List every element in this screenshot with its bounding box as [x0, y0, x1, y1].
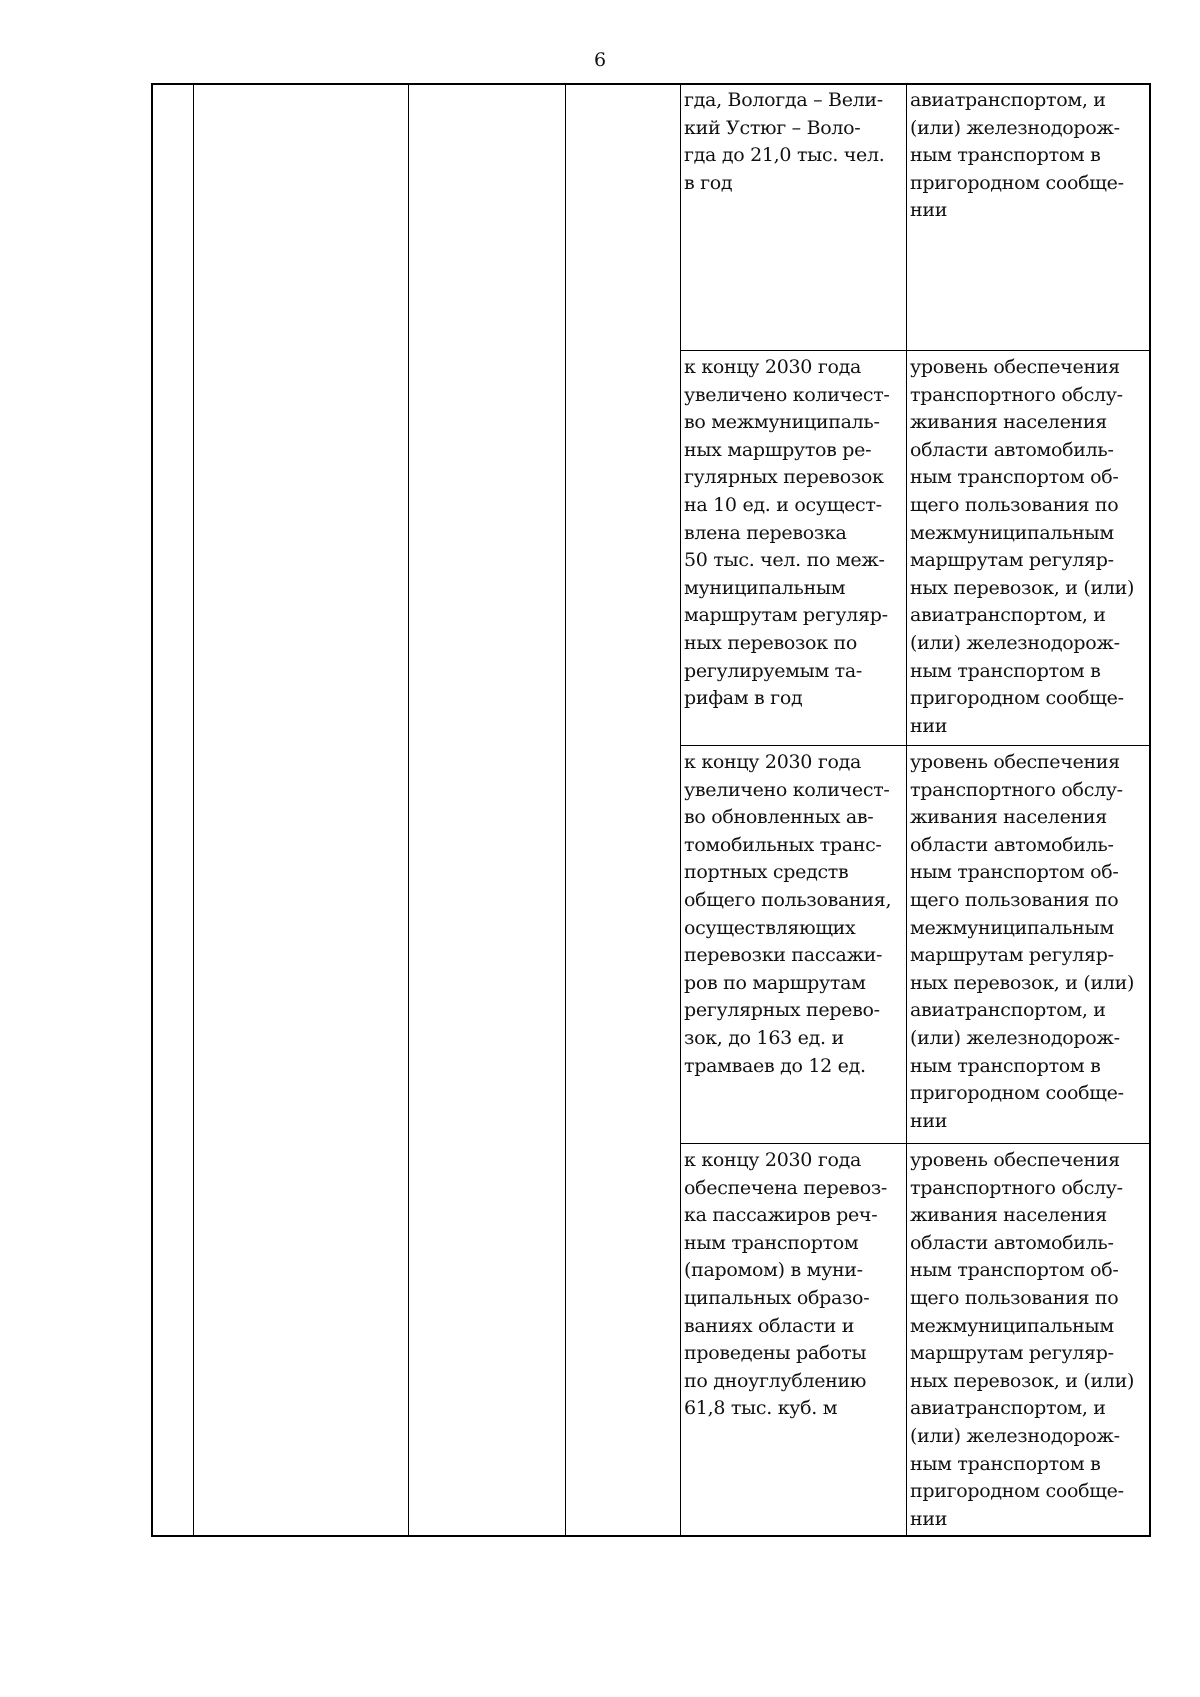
row-divider — [680, 350, 1149, 351]
row-divider — [680, 1143, 1149, 1144]
result-cell: гда, Вологда – Вели- кий Устюг – Воло- гда до 21,0 тыс. чел. в год — [684, 89, 885, 194]
indicator-cell: уровень обеспечения транспортного обслу- живания населения области автомобиль- ным транспортом об- щего пользования по межмуниципальным маршрутам регуляр- ных перевозок, и (или) авиатранспортом, и (или) железнодорож- ным транспортом в пригородном сообще- нии — [910, 1149, 1135, 1530]
indicator-cell: уровень обеспечения транспортного обслу- живания населения области автомобиль- ным транспортом об- щего пользования по межмуниципальным маршрутам регуляр- ных перевозок, и (или) авиатранспортом, и (или) железнодорож- ным транспортом в пригородном сообще- нии — [910, 356, 1135, 737]
page-number: 6 — [593, 49, 607, 71]
result-cell: к концу 2030 года обеспечена перевоз- ка пассажиров реч- ным транспортом (паромом) в муни- ципальных образо- ваниях области и проведены работы по дноуглублению 61,8 тыс. куб. м — [684, 1149, 888, 1420]
column-divider — [680, 85, 681, 1535]
column-divider — [565, 85, 566, 1535]
column-divider — [193, 85, 194, 1535]
row-divider — [680, 745, 1149, 746]
column-divider — [906, 85, 907, 1535]
goals-table — [151, 83, 1151, 1537]
result-cell: к концу 2030 года увеличено количест- во межмуниципаль- ных маршрутов ре- гулярных перевозок на 10 ед. и осущест- влена перевозка 50 тыс. чел. по меж- муниципальным маршрутам регуляр- ных перевозок по регулируемым та- рифам в год — [684, 356, 890, 710]
indicator-cell: уровень обеспечения транспортного обслу- живания населения области автомобиль- ным транспортом об- щего пользования по межмуниципальным маршрутам регуляр- ных перевозок, и (или) авиатранспортом, и (или) железнодорож- ным транспортом в пригородном сообще- нии — [910, 751, 1135, 1132]
column-divider — [408, 85, 409, 1535]
indicator-cell: авиатранспортом, и (или) железнодорож- ным транспортом в пригородном сообще- нии — [910, 89, 1124, 222]
result-cell: к концу 2030 года увеличено количест- во обновленных ав- томобильных транс- портных средств общего пользования, осуществляющих перевозки пассажи- ров по маршрутам регулярных перево- зок, до 163 ед. и трамваев до 12 ед. — [684, 751, 892, 1077]
